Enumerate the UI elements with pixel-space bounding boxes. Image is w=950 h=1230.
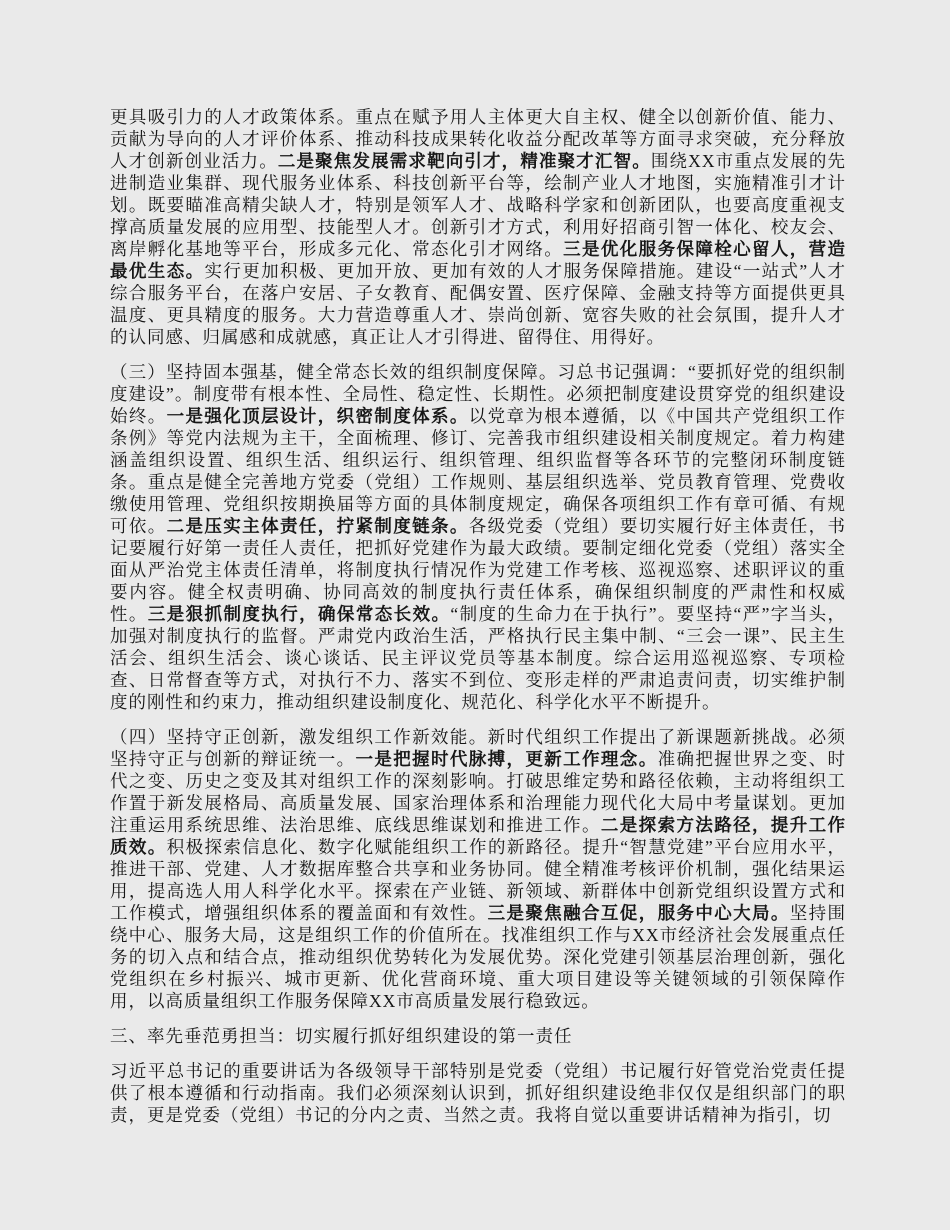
text-run: 坚持围绕中心、服务大局，这是组织工作的价值所在。找准组织工作与XX市经济社会发展重点任务的切入点和结合点，推动组织优势转化为发展优势。深化党建引领基层治理创新，强化党组织在乡村振兴、城市更新、优化营商环境、重大项目建设等关键领域的引领保障作用，以高质量组织工作服务保障XX市高质量发展行稳致远。: [110, 903, 847, 1011]
text-run: 以党章为根本遵循，以《中国共产党组织工作条例》等党内法规为主干，全面梳理、修订、完善我市组织建设相关制度规定。着力构建涵盖组织设置、组织生活、组织运行、组织管理、组织监督等各环节的完整闭环制度链条。重点是健全完善地方党委（党组）工作规则、基层组织选举、党员教育管理、党费收缴使用管理、党组织按期换届等方面的具体制度规定，确保各项组织工作有章可循、有规可依。: [110, 406, 847, 536]
text-run: 三、率先垂范勇担当：切实履行抓好组织建设的第一责任: [110, 1026, 573, 1046]
bold-text-run: 二是压实主体责任，拧紧制度链条。: [166, 516, 469, 536]
paragraph: [110, 726, 846, 1012]
text-run: 更具吸引力的人才政策体系。重点在赋予用人主体更大自主权、健全以创新价值、能力、贡献为导向的人才评价体系、推动科技成果转化收益分配改革等方面寻求突破，充分释放人才创新创业活力。: [110, 107, 846, 171]
bold-text-run: 三是狠抓制度执行，确保常态长效。: [147, 604, 451, 624]
text-run: “制度的生命力在于执行”。要坚持“严”字当头，加强对制度执行的监督。严肃党内政治生活，严格执行民主集中制、“三会一课”、民主生活会、组织生活会、谈心谈话、民主评议党员等基本制度。综合运用巡视巡察、专项检查、日常督查等方式，对执行不力、落实不到位、变形走样的严肃追责问责，切实维护制度的刚性和约束力，推动组织建设制度化、规范化、科学化水平不断提升。: [110, 604, 847, 712]
text-run: 实行更加积极、更加开放、更加有效的人才服务保障措施。建设“一站式”人才综合服务平台，在落户安居、子女教育、配偶安置、医疗保障、金融支持等方面提供更具温度、更具精度的服务。大力营造尊重人才、崇尚创新、宽容失败的社会氛围，提升人才的认同感、归属感和成就感，真正让人才引得进、留得住、用得好。: [110, 261, 846, 347]
text-run: （四）坚持守正创新，激发组织工作新效能。新时代组织工作提出了新课题新挑战。必须坚持守正与创新的辩证统一。: [110, 727, 846, 769]
bold-text-run: 三是聚焦融合互促，服务中心大局。: [487, 903, 790, 923]
text-run: 各级党委（党组）要切实履行好主体责任，书记要履行好第一责任人责任，把抓好党建作为最大政绩。要制定细化党委（党组）落实全面从严治党主体责任清单，将制度执行情况作为党建工作考核、巡视巡察、述职评议的重要内容。健全权责明确、协同高效的制度执行责任体系，确保组织制度的严肃性和权威性。: [110, 516, 847, 624]
bold-text-run: 二是聚焦发展需求靶向引才，精准聚才汇智。: [277, 151, 651, 171]
bold-text-run: 二是探索方法路径，提升工作质效。: [110, 815, 846, 857]
text-run: 习近平总书记的重要讲话为各级领导干部特别是党委（党组）书记履行好管党治党责任提供了根本遵循和行动指南。我们必须深刻认识到，抓好组织建设绝非仅仅是组织部门的职责，更是党委（党组）书记的分内之责、当然之责。我将自觉以重要讲话精神为指引，切: [110, 1061, 846, 1125]
text-run: 围绕XX市重点发展的先进制造业集群、现代服务业体系、科技创新平台等，绘制产业人才地图，实施精准引才计划。既要瞄准高精尖缺人才，特别是领军人才、战略科学家和创新团队，也要高度重视支撑高质量发展的应用型、技能型人才。创新引才方式，利用好招商引智一体化、校友会、离岸孵化基地等平台，形成多元化、常态化引才网络。: [110, 151, 847, 259]
text-run: 准确把握世界之变、时代之变、历史之变及其对组织工作的深刻影响。打破思维定势和路径依赖，主动将组织工作置于新发展格局、高质量发展、国家治理体系和治理能力现代化大局中考量谋划。更加注重运用系统思维、法治思维、底线思维谋划和推进工作。: [110, 749, 847, 835]
section-heading: [110, 1025, 846, 1047]
bold-text-run: 一是强化顶层设计，织密制度体系。: [166, 406, 469, 426]
bold-text-run: 一是把握时代脉搏，更新工作理念。: [355, 749, 658, 769]
bold-text-run: 三是优化服务保障栓心留人，营造最优生态。: [110, 239, 846, 281]
paragraph: [110, 106, 846, 348]
paragraph: [110, 1060, 846, 1126]
document-body: [110, 106, 846, 1126]
text-run: （三）坚持固本强基，健全常态长效的组织制度保障。习总书记强调：“要抓好党的组织制度建设”。制度带有根本性、全局性、稳定性、长期性。必须把制度建设贯穿党的组织建设始终。: [110, 362, 846, 426]
text-run: 积极探索信息化、数字化赋能组织工作的新路径。提升“智慧党建”平台应用水平，推进干部、党建、人才数据库整合共享和业务协同。健全精准考核评价机制，强化结果运用，提高选人用人科学化水平。探索在产业链、新领域、新群体中创新党组织设置方式和工作模式，增强组织体系的覆盖面和有效性。: [110, 837, 846, 923]
paragraph: [110, 361, 846, 713]
